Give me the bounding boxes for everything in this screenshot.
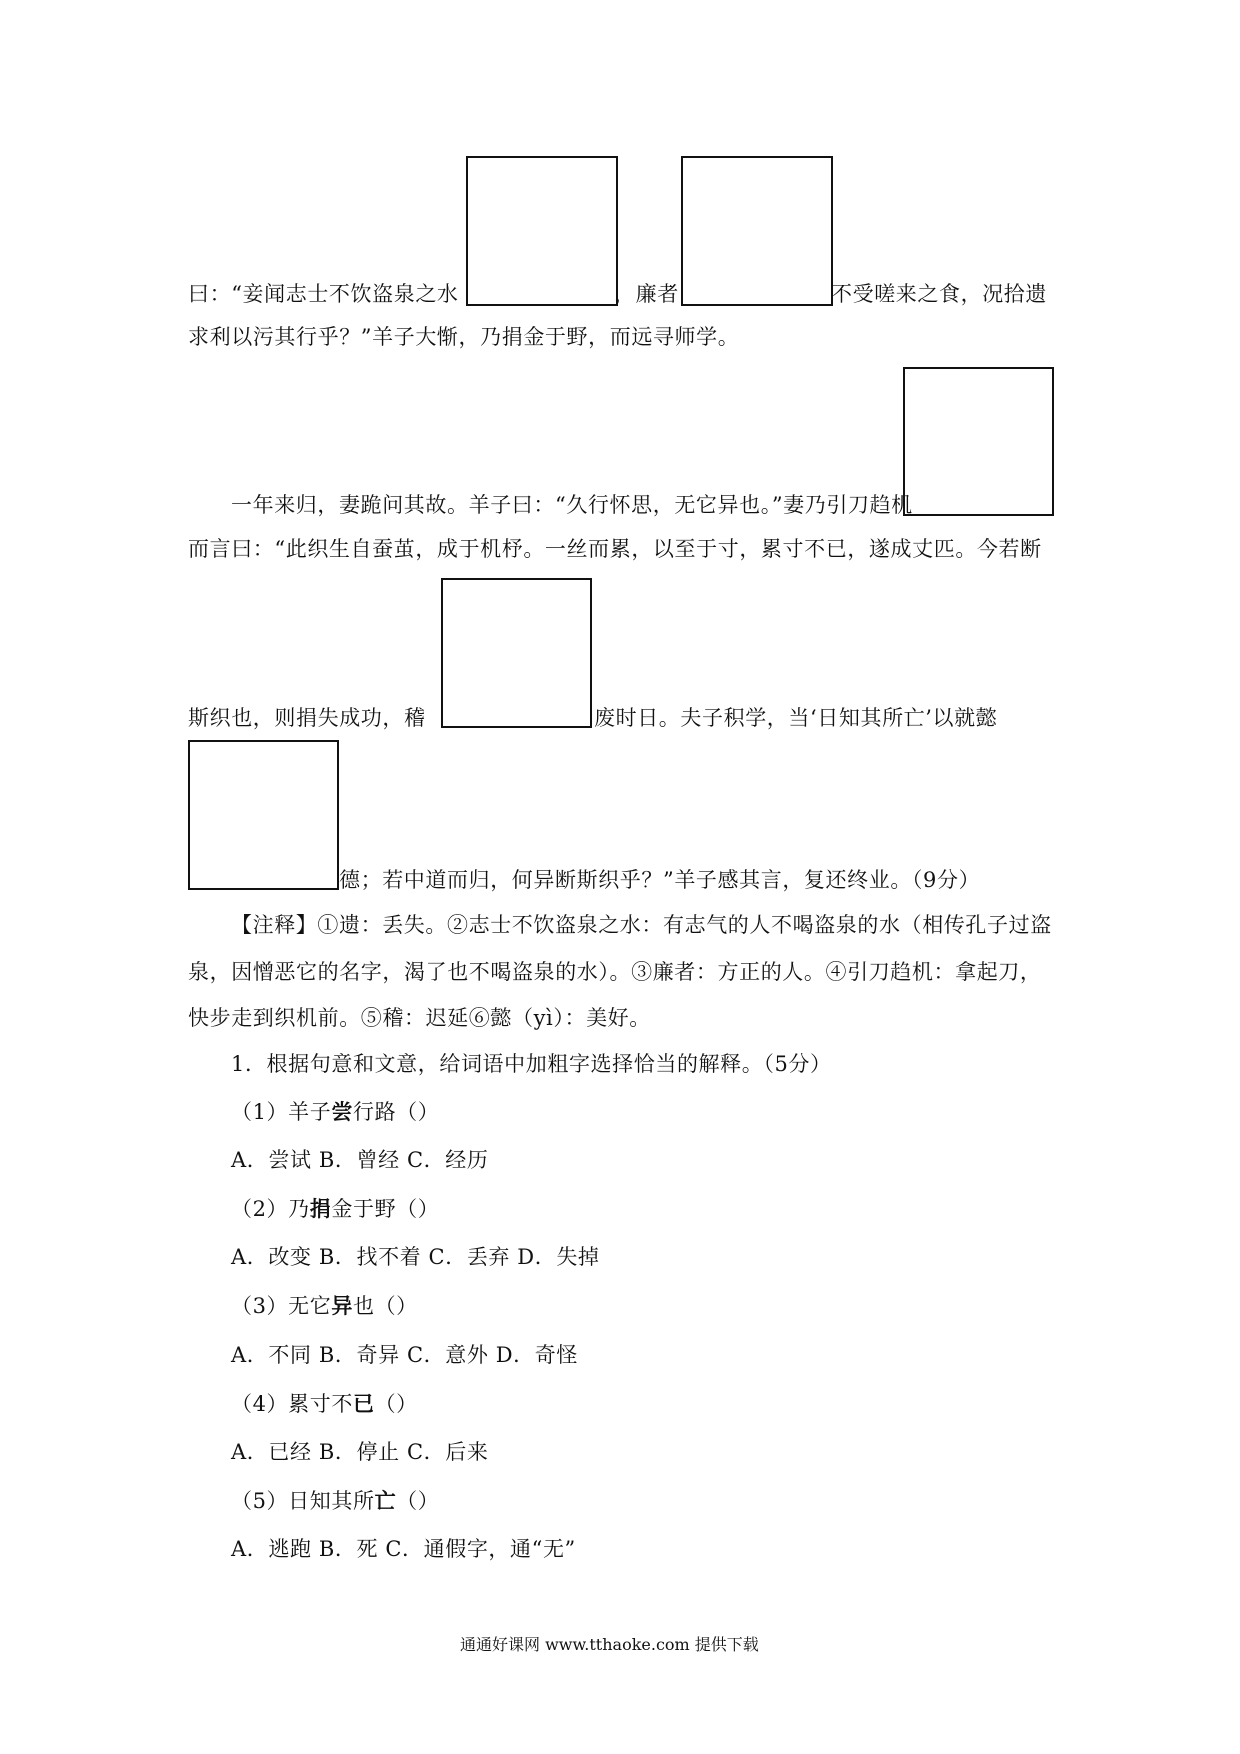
item-suffix: 也（） [352,1294,418,1318]
image-placeholder-4 [441,578,592,728]
passage-line-6: 德；若中道而归，何异断斯织乎？”羊子感其言，复还终业。（9分） [339,868,981,892]
item-prefix: （3）无它 [231,1294,332,1318]
item-suffix: 金于野（） [331,1197,440,1221]
passage-line-2: 求利以污其行乎？”羊子大惭，乃捐金于野，而远寻师学。 [188,325,740,349]
image-placeholder-5 [188,740,339,890]
item-prefix: （5）日知其所 [231,1489,375,1513]
question-options-4: A．已经 B．停止 C．后来 [231,1440,489,1464]
item-prefix: （4）累寸不 [231,1392,353,1416]
question-item-5 [231,1487,439,1515]
question-options-3: A．不同 B．奇异 C．意外 D．奇怪 [231,1343,578,1367]
passage-line-3: 一年来归，妻跪问其故。羊子曰：“久行怀思，无它异也。”妻乃引刀趋机 [231,493,913,517]
item-bold-char: 已 [352,1391,375,1416]
item-bold-char: 亡 [374,1488,397,1513]
question-options-1: A．尝试 B．曾经 C．经历 [231,1148,489,1172]
question-options-2: A．改变 B．找不着 C．丢弃 D．失掉 [231,1245,600,1269]
question-item-2 [231,1195,439,1223]
question-options-5: A．逃跑 B．死 C．通假字，通“无” [231,1537,576,1561]
passage-line-5b: 废时日。夫子积学，当‘日知其所亡’以就懿 [594,706,998,730]
page-footer: 通通好课网 www.tthaoke.com 提供下载 [460,1635,759,1654]
image-placeholder-3 [903,367,1054,516]
passage-line-1b: ，廉者 [614,282,679,306]
notes-line-2: 泉，因憎恶它的名字，渴了也不喝盗泉的水）。③廉者：方正的人。④引刀趋机：拿起刀， [188,960,1042,984]
item-bold-char: 尝 [331,1099,353,1124]
question-item-4 [231,1390,418,1418]
notes-line-1: 【注释】①遗：丢失。②志士不饮盗泉之水：有志气的人不喝盗泉的水（相传孔子过盗 [231,913,1052,937]
item-prefix: （2）乃 [231,1197,310,1221]
image-placeholder-2 [681,156,833,306]
item-suffix: 行路（） [352,1100,440,1124]
item-suffix: （） [396,1489,440,1513]
passage-line-4: 而言曰：“此织生自蚕茧，成于机杼。一丝而累，以至于寸，累寸不已，遂成丈匹。今若断 [188,537,1042,561]
question-stem: 1．根据句意和文意，给词语中加粗字选择恰当的解释。（5分） [231,1052,832,1076]
image-placeholder-1 [466,156,618,306]
question-item-1 [231,1098,439,1126]
passage-line-1c: 不受嗟来之食，况拾遗 [831,282,1047,306]
item-bold-char: 异 [331,1293,353,1318]
passage-line-5a: 斯织也，则捐失成功，稽 [188,706,426,730]
question-item-3 [231,1292,418,1320]
passage-line-1a: 曰：“妾闻志士不饮盗泉之水 [188,282,459,306]
item-suffix: （） [374,1392,418,1416]
notes-line-3: 快步走到织机前。⑤稽：迟延⑥懿（yì）：美好。 [188,1006,651,1030]
item-prefix: （1）羊子 [231,1100,332,1124]
item-bold-char: 捐 [309,1196,332,1221]
